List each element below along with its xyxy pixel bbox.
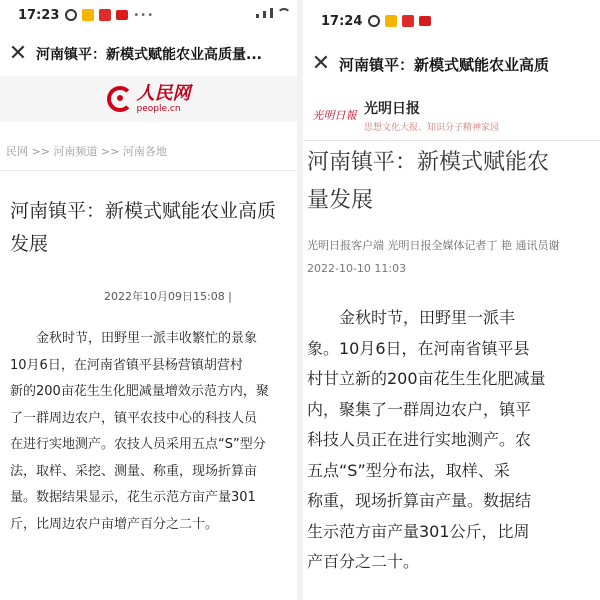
breadcrumb[interactable]: 民网 >> 河南频道 >> 河南各地 <box>6 145 167 158</box>
article-author: 光明日报客户端 光明日报全媒体记者丁 艳 通讯员谢 <box>307 239 560 252</box>
body-line: 产百分之二十。 <box>307 552 420 571</box>
logo-cn: 人民网 <box>136 82 191 104</box>
status-indicators <box>256 8 291 18</box>
people-logo[interactable] <box>107 82 191 114</box>
status-time: 17:24 <box>321 13 363 29</box>
body-line: 金秋时节，田野里一派丰 <box>339 308 516 327</box>
body-line: 称重，现场折算亩产量。数据结 <box>307 491 532 510</box>
body-line: 象。10月6日，在河南省镇平县 <box>307 338 530 358</box>
notification-app-icon <box>385 15 397 27</box>
article-title <box>307 144 600 220</box>
body-line: 了一群周边农户，镇平农技中心的科技人员 <box>10 410 258 426</box>
divider <box>0 170 297 171</box>
body-line: 生示范方亩产量301公斤，比周 <box>307 521 530 541</box>
body-line: 新的200亩花生生化肥减量增效示范方内，聚 <box>10 384 269 399</box>
logo-en: people.cn <box>136 103 181 114</box>
article-title <box>10 195 297 261</box>
notification-app-icon <box>116 10 128 20</box>
title-line: 发展 <box>10 233 49 255</box>
signal-icon <box>270 8 273 18</box>
wifi-icon <box>277 8 291 18</box>
notification-app-icon <box>402 15 414 27</box>
publisher-banner <box>0 76 297 122</box>
article-body <box>10 326 297 538</box>
body-line: 科技人员正在进行实地测产。农 <box>307 430 532 449</box>
title-line: 河南镇平：新模式赋能农业高质 <box>10 200 277 222</box>
publisher-name: 光明日报 <box>364 100 420 117</box>
left-screenshot <box>0 0 297 600</box>
body-line: 量。数据结果显示，花生示范方亩产量301 <box>10 490 256 505</box>
people-logo-icon <box>107 86 133 112</box>
body-line: 金秋时节，田野里一派丰收繁忙的景象 <box>36 331 258 346</box>
right-screenshot <box>303 0 600 600</box>
status-time: 17:23 <box>18 7 60 23</box>
publisher-block[interactable] <box>307 92 597 138</box>
body-line: 法，取样、采挖、测量、称重，现场折算亩 <box>10 463 258 479</box>
signal-icon <box>256 14 259 18</box>
guangming-logo: 光明日報 <box>312 109 357 122</box>
body-line: 在进行实地测产。农技人员采用五点“S”型分 <box>10 437 266 452</box>
notification-app-icon <box>82 9 94 21</box>
body-line: 五点“S”型分布法，取样、采 <box>307 460 510 480</box>
signal-icon <box>263 11 266 18</box>
title-line: 河南镇平：新模式赋能农 <box>307 150 550 175</box>
close-icon[interactable]: ✕ <box>8 41 28 66</box>
notification-app-icon <box>99 9 111 21</box>
notification-app-icon <box>419 16 431 26</box>
body-line: 10月6日，在河南省镇平县杨营镇胡营村 <box>10 357 243 373</box>
publisher-slogan: 思想文化大报、知识分子精神家园 <box>364 122 500 133</box>
article-body <box>307 303 600 578</box>
alarm-icon <box>368 15 380 27</box>
body-line: 内，聚集了一群周边农户，镇平 <box>307 399 532 419</box>
body-line: 村甘立新的200亩花生生化肥减量 <box>307 369 546 388</box>
header-title: 河南镇平：新模式赋能农业高质 <box>339 55 550 74</box>
divider <box>303 140 600 141</box>
close-icon[interactable]: ✕ <box>311 51 331 76</box>
header-title: 河南镇平：新模式赋能农业高质量... <box>36 47 262 63</box>
article-header <box>0 32 297 76</box>
title-line: 量发展 <box>307 188 374 213</box>
more-notifications-icon: ••• <box>133 9 155 21</box>
status-bar <box>0 0 297 30</box>
status-bar <box>303 6 600 36</box>
body-line: 斤，比周边农户亩增产百分之二十。 <box>10 516 219 532</box>
article-date: 2022-10-10 11:03 <box>307 262 407 275</box>
alarm-icon <box>65 9 77 21</box>
article-header <box>303 42 600 86</box>
article-date: 2022年10月09日15:08 | <box>104 290 232 303</box>
